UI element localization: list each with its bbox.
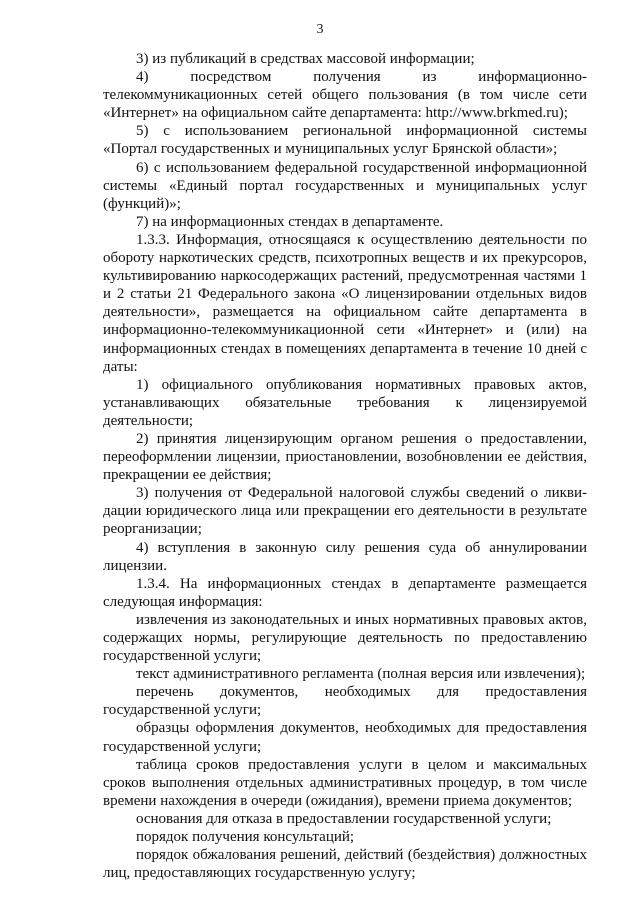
- paragraph: образцы оформления документов, необходимых для предоставления государственной услуги;: [103, 720, 587, 755]
- paragraph: 1) официального опубликования нормативных правовых актов, устанавливающих обязательные требования к лицензируемой деятельности;: [103, 376, 587, 429]
- paragraph: 4) вступления в законную силу решения суда об аннулировании лицензии.: [103, 539, 587, 574]
- document-body: [103, 50, 587, 882]
- paragraph: порядок получения консультаций;: [136, 829, 355, 846]
- page-number: 3: [316, 22, 324, 37]
- paragraph: перечень документов, необходимых для предоставления государственной услуги;: [103, 684, 587, 719]
- paragraph: 6) с использованием федеральной государственной информационной системы «Единый портал государственных и муниципальных услуг (функций)»;: [103, 159, 587, 212]
- paragraph: таблица сроков предоставления услуги в целом и максимальных сроков выполнения отдельных административных процедур, в том числе времени нахождения в очереди (ожидания), времени приема документов;: [103, 756, 587, 809]
- paragraph: 7) на информационных стендах в департаменте.: [136, 213, 444, 230]
- paragraph: порядок обжалования решений, действий (бездействия) должностных лиц, предоставляющих государственную услугу;: [103, 847, 587, 882]
- paragraph: 3) получения от Федеральной налоговой службы сведений о ликвидации юридического лица или прекращении его деятельности в результате реорганизации;: [103, 485, 587, 538]
- paragraph: 2) принятия лицензирующим органом решения о предоставлении, переоформлении лицензии, приостановлении, возобновлении ее действия, прекращении ее действия;: [103, 430, 587, 484]
- paragraph: 1.3.4. На информационных стендах в департаменте размещается следующая информация:: [103, 575, 587, 610]
- paragraph: 5) с использованием региональной информационной системы «Портал государственных и муниципальных услуг Брянской области»;: [103, 123, 587, 158]
- paragraph: текст административного регламента (полная версия или извлечения);: [136, 666, 586, 683]
- paragraph: 1.3.3. Информация, относящаяся к осуществлению деятельности по обороту наркотических средств, психотропных веществ и их прекурсоров, культивированию наркосодержащих растений, предусмотренная частями 1 и 2 статьи 21 Федерального закона «О лицензировании отдельных видов деятельности», размещается на официальном сайте департамента в информационно-телекоммуникационной сети «Интернет» и (или) на информационных стендах в помещениях департамента в течение 10 дней с даты:: [103, 231, 587, 375]
- paragraph: 4) посредством получения из информационно-телекоммуникационных сетей общего пользования (в том числе сети «Интернет» на официальном сайте департамента: http://www.brkmed.ru);: [103, 69, 587, 122]
- paragraph: 3) из публикаций в средствах массовой информации;: [136, 51, 475, 67]
- paragraph: основания для отказа в предоставлении государственной услуги;: [136, 810, 552, 827]
- paragraph: извлечения из законодательных и иных нормативных правовых актов, содержащих нормы, регулирующие деятельность по предоставлению государственной услуги;: [103, 611, 587, 665]
